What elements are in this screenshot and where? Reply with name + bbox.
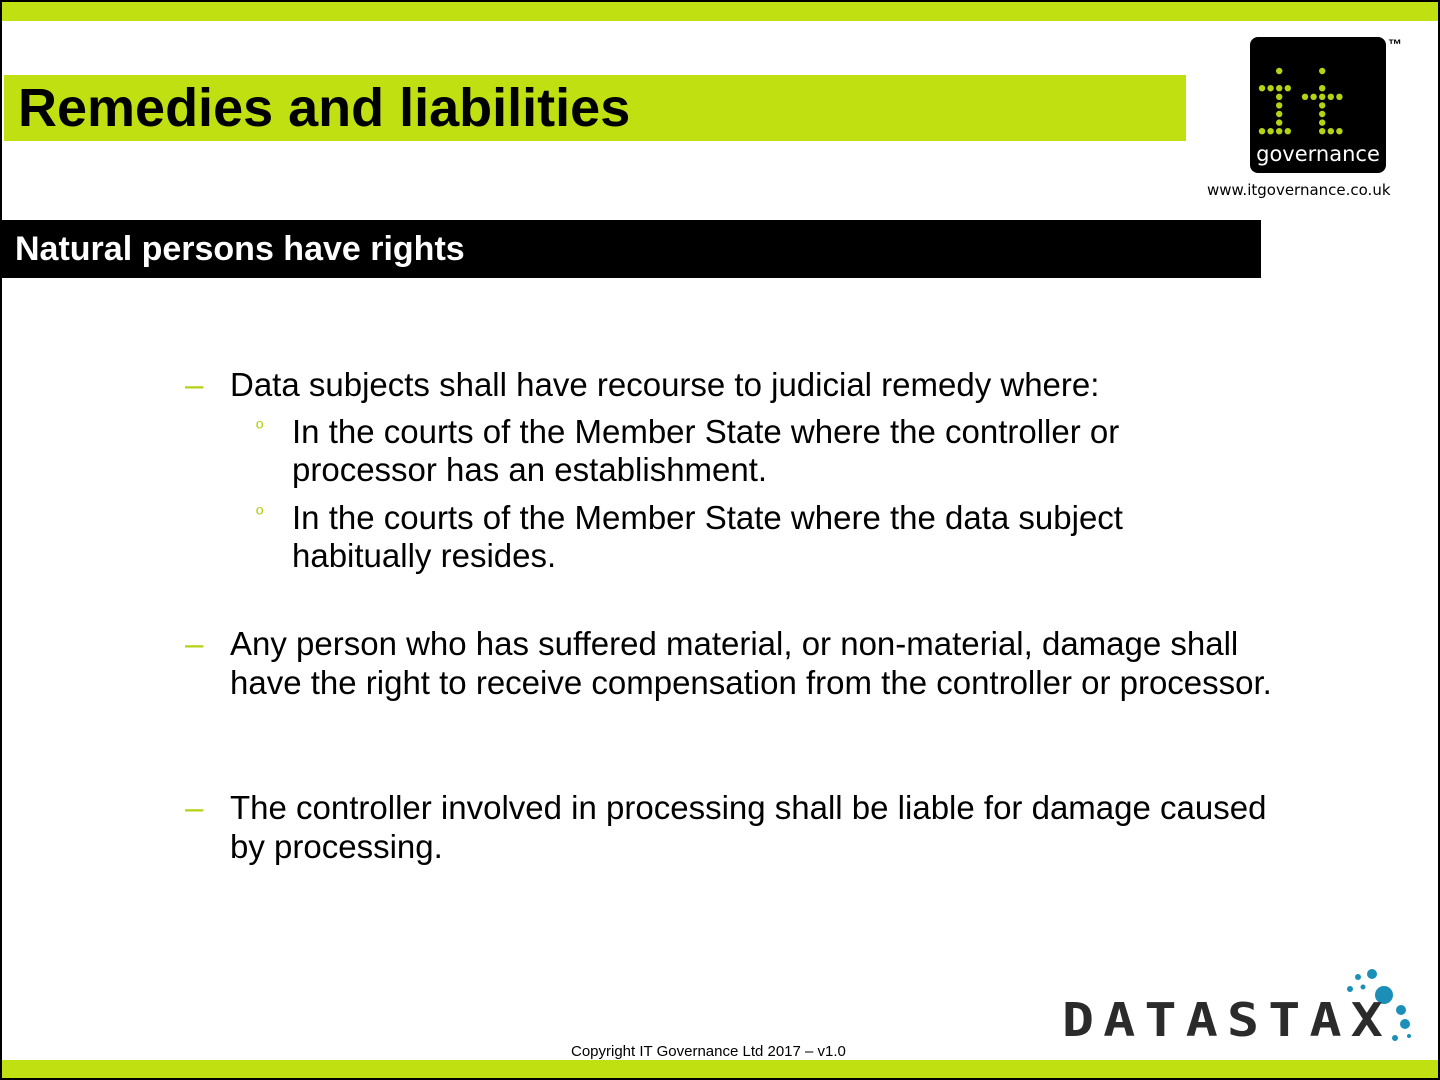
copyright-text: Copyright IT Governance Ltd 2017 – v1.0 [571, 1043, 846, 1060]
bullet-item: Data subjects shall have recourse to judicial remedy where: [230, 366, 1100, 403]
bullet-item: Any person who has suffered material, or non-material, damage shall have the right to receive compensation from the controller or processor. [230, 625, 1272, 701]
slide-title: Remedies and liabilities [18, 78, 631, 138]
bullet-dash: – [185, 366, 204, 403]
trademark-symbol: ™ [1388, 36, 1402, 52]
bullet-dash: – [185, 789, 204, 826]
datastax-wordmark: DATASTAX [1062, 993, 1392, 1047]
slide-subtitle: Natural persons have rights [15, 230, 465, 268]
sub-bullet-item: In the courts of the Member State where the data subject habitually resides. [292, 499, 1123, 574]
datastax-dots-icon [1058, 965, 1418, 1049]
website-url: www.itgovernance.co.uk [1207, 181, 1391, 199]
logo-brand-text: governance [1256, 142, 1380, 166]
sub-bullet-item: In the courts of the Member State where the controller or processor has an establishment. [292, 413, 1120, 488]
bullet-dash: – [185, 625, 204, 662]
datastax-logo [1058, 965, 1418, 1049]
sub-bullet-marker: º [256, 418, 264, 440]
bullet-item: The controller involved in processing shall be liable for damage caused by processing. [230, 789, 1267, 865]
sub-bullet-marker: º [256, 504, 264, 526]
